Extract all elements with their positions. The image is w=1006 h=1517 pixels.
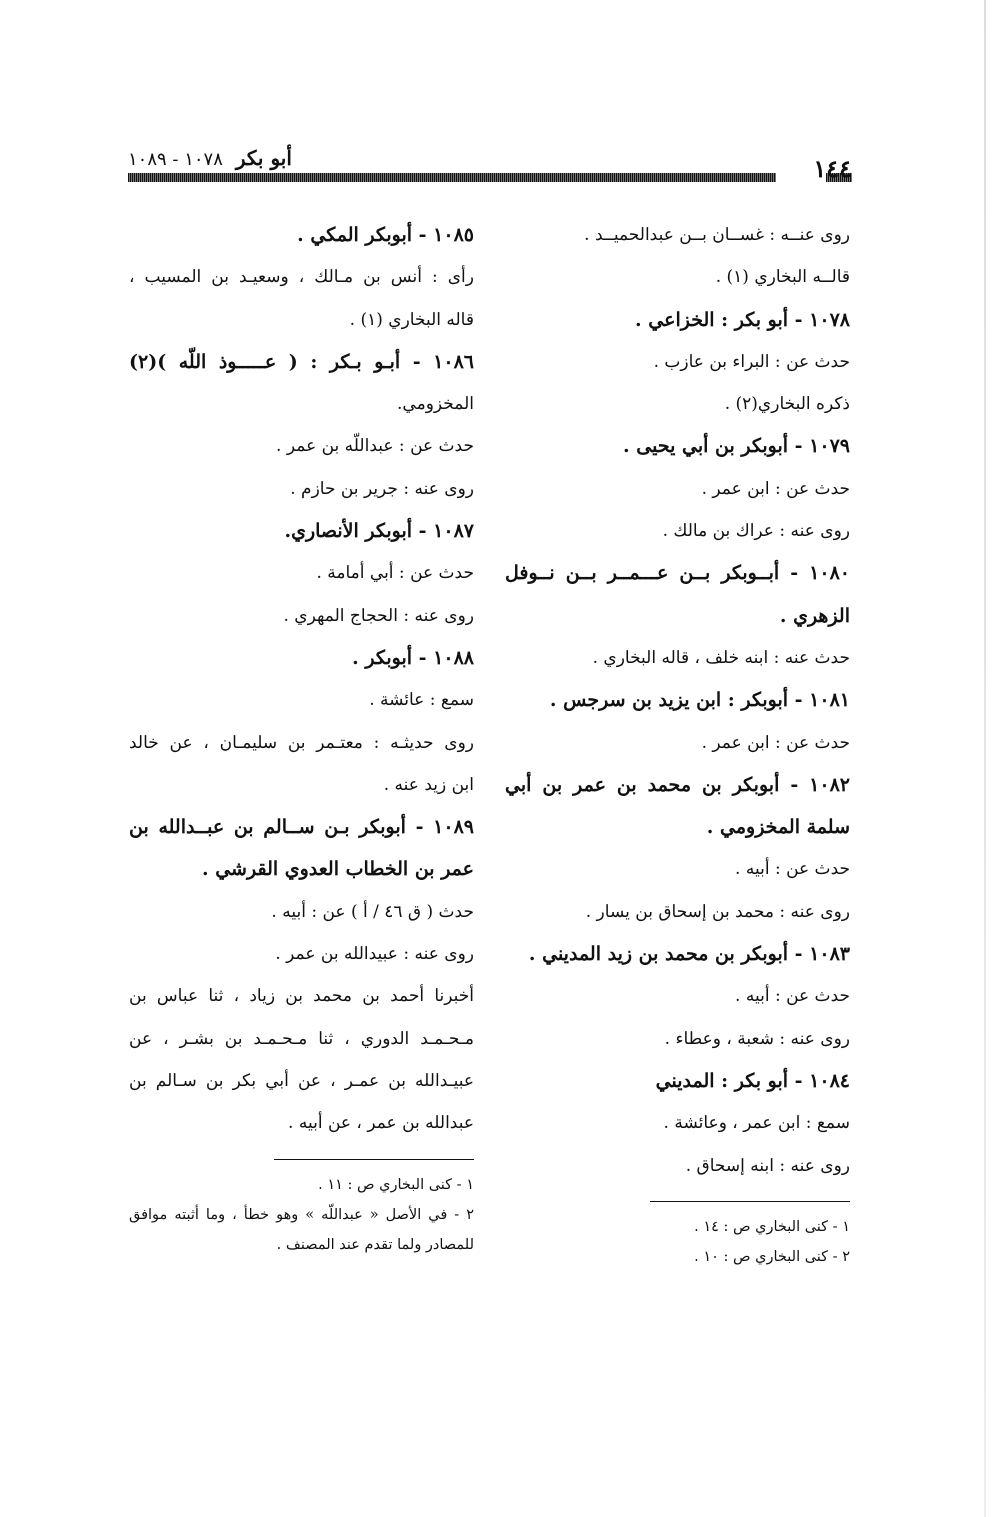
entry-heading: ١٠٨٣ - أبوبكر بن محمد بن زيد المديني . — [528, 943, 850, 966]
footnotes — [505, 1212, 850, 1272]
text-line: روى عنه : ابنه إسحاق . — [685, 1155, 850, 1176]
entry-heading: ١٠٨٢ - أبوبكر بن محمد بن عمر بن أبي — [505, 773, 850, 796]
text-line: عبيـدالله بن عمـر ، عن أبي بكر بن سـالم بن — [129, 1070, 474, 1091]
footnote: ٢ - في الأصل « عبداللّه » وهو خطأ ، وما أثبته موافق — [129, 1206, 474, 1223]
text-line: مـحـمـد الدوري ، ثنا مـحـمـد بن بشـر ، عن — [129, 1028, 474, 1049]
text-line: رأى : أنس بن مـالك ، وسعيـد بن المسيب ، — [129, 267, 474, 288]
running-title-range: ١٠٧٨ - ١٠٨٩ — [128, 149, 223, 170]
entry-heading: ١٠٨١ - أبوبكر : ابن يزيد بن سرجس . — [549, 689, 850, 712]
right-column — [505, 214, 850, 1272]
footnote: للمصادر ولما تقدم عند المصنف . — [276, 1236, 474, 1253]
entry-heading: ١٠٨٧ - أبوبكر الأنصاري. — [284, 520, 474, 543]
text-line: أخبرنا أحمد بن محمد بن زياد ، ثنا عباس بن — [129, 986, 474, 1007]
text-line: حدث عن : أبيه . — [735, 986, 850, 1007]
footnote: ٢ - كنى البخاري ص : ١٠ . — [694, 1248, 850, 1265]
footnote: ١ - كنى البخاري ص : ١٤ . — [694, 1218, 850, 1235]
text-line: قاله البخاري (١) . — [349, 309, 474, 330]
footnote-rule — [274, 1159, 474, 1160]
text-line: روى عنه : شعبة ، وعطاء . — [664, 1028, 850, 1049]
entry-heading: الزهري . — [779, 604, 850, 627]
entry-heading: عمر بن الخطاب العدوي القرشي . — [201, 858, 474, 881]
running-title-name: أبو بكر — [235, 146, 292, 170]
text-line: حدث عن : ابن عمر . — [701, 478, 850, 499]
footnotes — [129, 1170, 474, 1260]
text-line: سمع : ابن عمر ، وعائشة . — [663, 1113, 850, 1134]
running-title — [128, 143, 292, 175]
entry-heading: ١٠٧٩ - أبوبكر بن أبي يحيى . — [623, 435, 850, 458]
page-header — [128, 143, 852, 193]
text-line: روى عنه : عبيدالله بن عمر . — [275, 944, 474, 965]
text-line: قالــه البخاري (١) . — [715, 267, 850, 288]
left-column — [129, 214, 474, 1260]
entry-heading: سلمة المخزومي . — [706, 816, 850, 839]
text-line: عبدالله بن عمر ، عن أبيه . — [288, 1113, 474, 1134]
footnote: ١ - كنى البخاري ص : ١١ . — [318, 1176, 474, 1193]
text-line: سمع : عائشة . — [369, 690, 474, 711]
text-line: ابن زيد عنه . — [383, 774, 474, 795]
text-line: حدث عن : البراء بن عازب . — [653, 351, 850, 372]
text-line: روى عنه : عراك بن مالك . — [662, 521, 850, 542]
footnote-rule — [650, 1201, 850, 1202]
text-line: روى عنــه : غســان بــن عبدالحميــد . — [584, 225, 850, 245]
page-edge — [984, 0, 986, 1517]
entry-heading: ١٠٨٨ - أبوبكر . — [352, 646, 474, 669]
entry-heading: ١٠٨٩ - أبوبكر بـن ســالم بن عبــدالله بن — [129, 816, 474, 839]
entry-heading: ١٠٨٤ - أبو بكر : المديني — [655, 1069, 850, 1092]
entry-heading: ١٠٧٨ - أبو بكر : الخزاعي . — [635, 308, 850, 331]
text-line: ذكره البخاري(٢) . — [724, 394, 850, 415]
entry-heading: ١٠٨٥ - أبوبكر المكي . — [297, 224, 474, 246]
text-line: حدث عن : ابن عمر . — [701, 732, 850, 753]
text-line: حدث ( ق ٤٦ / أ ) عن : أبيه . — [271, 901, 474, 922]
entry-heading: ١٠٨٦ - أبـو بـكر : ( عـــــوذ اللّه )(٢) — [129, 350, 474, 373]
page-number: ١٤٤ — [813, 154, 852, 183]
text-line: روى حديثـه : معتـمر بن سليمـان ، عن خالد — [129, 732, 474, 753]
text-line: حدث عنه : ابنه خلف ، قاله البخاري . — [592, 647, 850, 668]
text-line: حدث عن : أبي أمامة . — [316, 563, 474, 584]
text-line: روى عنه : جرير بن حازم . — [290, 478, 474, 499]
text-line: المخزومي. — [397, 394, 474, 415]
text-line: حدث عن : عبداللّه بن عمر . — [276, 436, 474, 457]
text-line: روى عنه : محمد بن إسحاق بن يسار . — [585, 901, 850, 922]
text-line: حدث عن : أبيه . — [735, 859, 850, 880]
entry-heading: ١٠٨٠ - أبــوبكر بــن عـــمــر بــن نــوفل — [505, 562, 850, 585]
header-rule — [128, 173, 776, 182]
text-line: روى عنه : الحجاج المهري . — [283, 605, 474, 626]
